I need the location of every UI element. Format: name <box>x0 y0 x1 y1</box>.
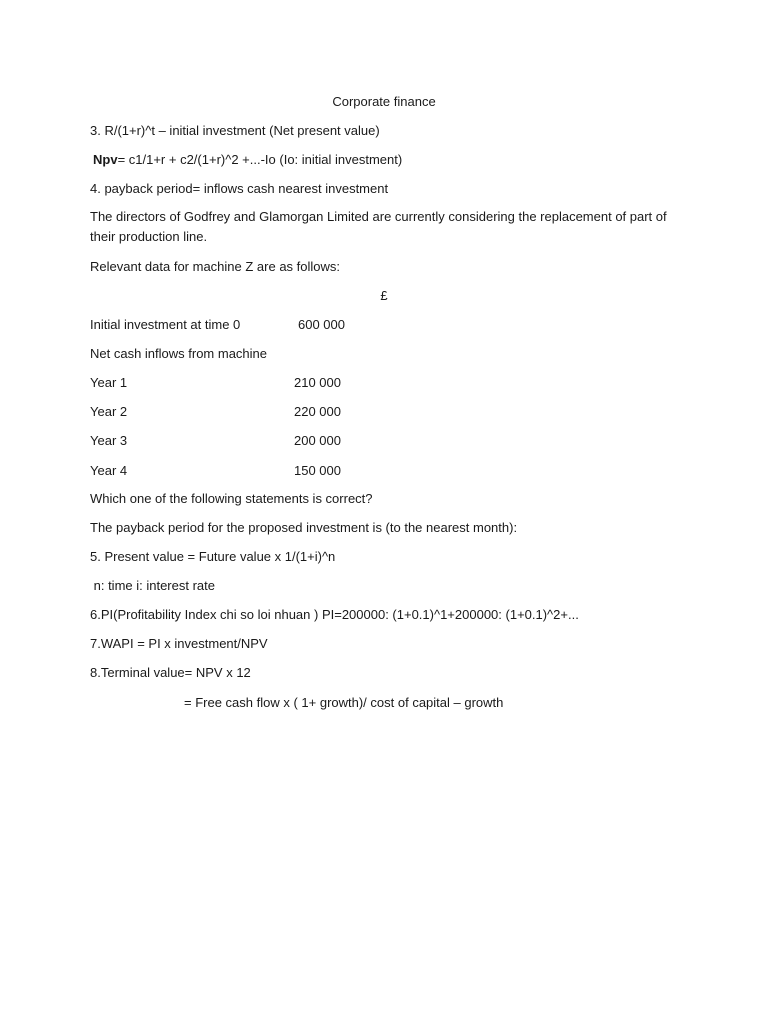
relevant-data-line: Relevant data for machine Z are as follows: <box>90 259 341 274</box>
formula-line-5-note: n: time i: interest rate <box>90 578 215 593</box>
formula-line-8-continued: = Free cash flow x ( 1+ growth)/ cost of capital – growth <box>184 695 504 710</box>
payback-question-line: The payback period for the proposed investment is (to the nearest month): <box>90 520 518 535</box>
currency-header: £ <box>380 288 388 303</box>
directors-paragraph: The directors of Godfrey and Glamorgan Limited are currently considering the replacement of part of their production line. <box>90 209 667 244</box>
year-label: Year 2 <box>90 404 128 419</box>
year-value: 210 000 <box>294 375 341 390</box>
year-row <box>90 433 341 449</box>
npv-formula-line <box>93 152 402 168</box>
formula-line-7: 7.WAPI = PI x investment/NPV <box>90 636 268 651</box>
formula-line-8: 8.Terminal value= NPV x 12 <box>90 665 251 680</box>
year-label: Year 3 <box>90 433 128 448</box>
year-value: 150 000 <box>294 463 341 478</box>
year-value: 200 000 <box>294 433 341 448</box>
npv-formula: = c1/1+r + c2/(1+r)^2 +...-Io (Io: initial investment) <box>117 152 403 167</box>
year-row <box>90 463 341 479</box>
year-value: 220 000 <box>294 404 341 419</box>
initial-investment-value: 600 000 <box>298 317 345 332</box>
formula-line-6: 6.PI(Profitability Index chi so loi nhuan ) PI=200000: (1+0.1)^1+200000: (1+0.1)^2+... <box>90 607 579 622</box>
formula-line-5: 5. Present value = Future value x 1/(1+i)^n <box>90 549 336 564</box>
year-label: Year 1 <box>90 375 128 390</box>
initial-investment-label: Initial investment at time 0 <box>90 317 241 332</box>
question-line: Which one of the following statements is correct? <box>90 491 373 506</box>
year-label: Year 4 <box>90 463 128 478</box>
formula-line-4: 4. payback period= inflows cash nearest investment <box>90 181 389 196</box>
year-row <box>90 375 341 391</box>
initial-investment-row <box>90 317 345 333</box>
net-cash-label: Net cash inflows from machine <box>90 346 268 361</box>
year-row <box>90 404 341 420</box>
page-title: Corporate finance <box>332 94 436 109</box>
formula-line-3: 3. R/(1+r)^t – initial investment (Net present value) <box>90 123 380 138</box>
npv-label: Npv <box>93 152 118 167</box>
